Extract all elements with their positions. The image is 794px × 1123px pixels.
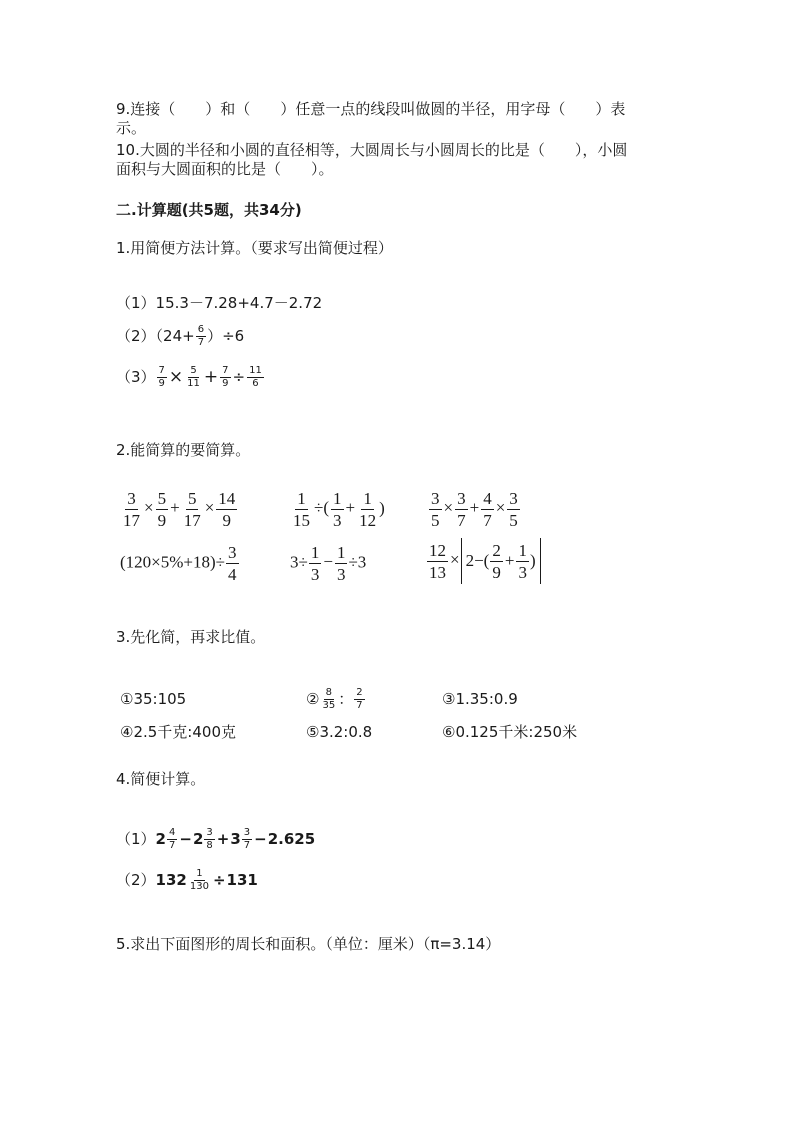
whole-number: 132 [155, 871, 187, 889]
numerator: 12 [429, 540, 446, 560]
divide-sign: ÷ [232, 368, 246, 386]
numerator: 2 [356, 687, 363, 698]
fraction [185, 366, 202, 389]
q2-expr2 [290, 490, 385, 529]
times-sign: × [450, 549, 460, 569]
denominator: 7 [356, 700, 363, 711]
numerator: 5 [157, 489, 167, 508]
fraction [121, 490, 142, 529]
denominator: 9 [222, 378, 229, 389]
q1-title: 1.用简便方法计算。（要求写出简便过程） [116, 239, 393, 257]
denominator: 17 [123, 511, 140, 530]
numerator: 6 [197, 324, 205, 335]
fraction [481, 490, 494, 529]
fraction [216, 490, 237, 529]
denominator: 7 [243, 840, 251, 851]
numerator: 3 [457, 489, 466, 508]
numerator: 5 [190, 365, 197, 376]
numerator: 7 [158, 365, 165, 376]
q1-part3-label: （3） [116, 368, 156, 386]
fraction [320, 688, 337, 711]
denominator: 35 [322, 700, 336, 711]
q4-part2 [116, 865, 258, 895]
fraction [291, 490, 312, 529]
denominator: 3 [333, 511, 342, 530]
fraction [182, 490, 203, 529]
section-heading: 二.计算题(共5题，共34分) [116, 201, 302, 219]
denominator: 9 [222, 511, 232, 530]
close-paren: ) [379, 498, 385, 518]
fraction [196, 325, 206, 348]
item-label: ② [306, 690, 320, 708]
denominator: 9 [157, 511, 167, 530]
q5-title: 5.求出下面图形的周长和面积。（单位：厘米）（π=3.14） [116, 935, 501, 953]
minus-sign: − [179, 830, 192, 848]
numerator: 1 [196, 868, 203, 879]
plus-sign: + [345, 498, 356, 518]
whole-number: 3 [230, 830, 241, 848]
fraction [354, 688, 364, 711]
q3-item2 [306, 684, 366, 714]
denominator: 11 [187, 378, 200, 389]
numerator: 1 [363, 489, 372, 508]
denominator: 9 [492, 562, 501, 582]
numerator: 4 [483, 489, 492, 508]
expr-lead: 3÷ [290, 552, 308, 572]
part-label: （1） [116, 830, 156, 848]
q2-expr3 [428, 490, 521, 529]
times-sign: × [443, 498, 454, 518]
fraction [357, 490, 378, 529]
q3-item3: ③1.35:0.9 [442, 690, 518, 708]
denominator: 130 [189, 881, 209, 892]
denominator: 7 [483, 511, 492, 530]
plus-sign: + [170, 498, 180, 518]
q1-part2-open: （24+ [155, 327, 195, 345]
denominator: 13 [429, 562, 446, 582]
numerator: 2 [492, 540, 501, 560]
numerator: 7 [222, 365, 229, 376]
fraction [429, 490, 442, 529]
divide-open-paren: ÷( [314, 498, 329, 518]
denominator: 3 [518, 562, 527, 582]
fraction [242, 828, 252, 851]
divide-sign: ÷ [212, 871, 226, 889]
q4-title: 4.简便计算。 [116, 770, 206, 788]
q2-expr5 [290, 544, 366, 583]
numerator: 4 [168, 827, 176, 838]
plus-sign: + [216, 830, 230, 848]
fraction [226, 544, 239, 583]
numerator: 3 [431, 489, 440, 508]
denominator: 15 [293, 511, 310, 530]
fraction [156, 490, 169, 529]
numerator: 1 [333, 489, 342, 508]
q2-expr1 [120, 490, 238, 529]
fraction [204, 828, 214, 851]
fraction [331, 490, 344, 529]
numerator: 1 [518, 540, 527, 560]
q1-part2-close: ）÷6 [207, 327, 245, 345]
expr-lead: (120×5%+18)÷ [120, 552, 225, 572]
denominator: 12 [359, 511, 377, 530]
q3-item1: ①35:105 [120, 690, 187, 708]
denominator: 9 [158, 378, 165, 389]
whole-number: 2 [192, 830, 204, 848]
numerator: 3 [127, 489, 136, 508]
q3-item6: ⑥0.125千米:250米 [442, 723, 578, 741]
numerator: 5 [187, 489, 197, 508]
inner-close: ) [529, 551, 536, 570]
q1-part2 [116, 322, 244, 350]
q2-expr6 [426, 538, 541, 584]
q2-expr4 [120, 544, 240, 583]
fraction [335, 544, 348, 583]
numerator: 11 [249, 365, 262, 376]
q3-item4: ④2.5千克:400克 [120, 723, 236, 741]
denominator: 6 [252, 378, 259, 389]
q9-line2: 示。 [116, 119, 147, 137]
numerator: 3 [206, 827, 213, 838]
numerator: 3 [228, 543, 237, 562]
q3-title: 3.先化简，再求比值。 [116, 628, 266, 646]
fraction [247, 366, 264, 389]
fraction [507, 490, 520, 529]
fraction [516, 542, 529, 581]
expr-tail: ÷3 [348, 552, 367, 572]
plus-sign: + [469, 498, 480, 518]
fraction [490, 542, 503, 581]
denominator: 3 [310, 565, 320, 584]
square-bracket [461, 538, 541, 584]
q1-part3 [116, 362, 265, 392]
fraction [157, 366, 167, 389]
denominator: 8 [206, 840, 213, 851]
numerator: 1 [310, 543, 320, 562]
denominator: 5 [509, 511, 518, 530]
q3-item5: ⑤3.2:0.8 [306, 723, 373, 741]
times-sign: × [204, 498, 215, 518]
denominator: 17 [183, 511, 201, 530]
denominator: 4 [228, 565, 237, 584]
numerator: 1 [297, 489, 306, 508]
numerator: 8 [325, 687, 332, 698]
fraction [188, 869, 211, 892]
ratio-colon: ： [338, 690, 354, 708]
fraction [167, 828, 177, 851]
fraction [455, 490, 468, 529]
numerator: 3 [243, 827, 251, 838]
q1-part2-label: （2） [116, 327, 156, 345]
times-sign: × [168, 367, 184, 387]
divisor: 131 [226, 871, 258, 889]
plus-sign: + [504, 551, 515, 570]
whole-number: 2 [155, 830, 166, 848]
fraction [309, 544, 322, 583]
denominator: 7 [197, 337, 205, 348]
q2-title: 2.能简算的要简算。 [116, 441, 251, 459]
numerator: 14 [218, 489, 236, 508]
q9-line1: 9.连接（ ）和（ ）任意一点的线段叫做圆的半径，用字母（ ）表 [116, 100, 626, 118]
fraction [427, 542, 448, 581]
q10-line2: 面积与大圆面积的比是（ ）。 [116, 160, 334, 178]
q10-line1: 10.大圆的半径和小圆的直径相等，大圆周长与小圆周长的比是（ ），小圆 [116, 141, 628, 159]
denominator: 7 [168, 840, 176, 851]
plus-sign: + [203, 367, 219, 387]
times-sign: × [495, 498, 506, 518]
denominator: 7 [457, 511, 466, 530]
part-label: （2） [116, 871, 156, 889]
inner-lead: 2−( [465, 551, 490, 570]
times-sign: × [144, 498, 154, 518]
numerator: 1 [336, 543, 346, 562]
denominator: 3 [336, 565, 346, 584]
minus-sign: − [254, 830, 267, 848]
decimal-term: 2.625 [267, 830, 316, 848]
denominator: 5 [431, 511, 440, 530]
numerator: 3 [509, 489, 518, 508]
minus-sign: − [323, 552, 333, 572]
fraction [220, 366, 230, 389]
q4-part1 [116, 824, 315, 854]
q1-part1: （1）15.3－7.28+4.7－2.72 [116, 294, 323, 312]
